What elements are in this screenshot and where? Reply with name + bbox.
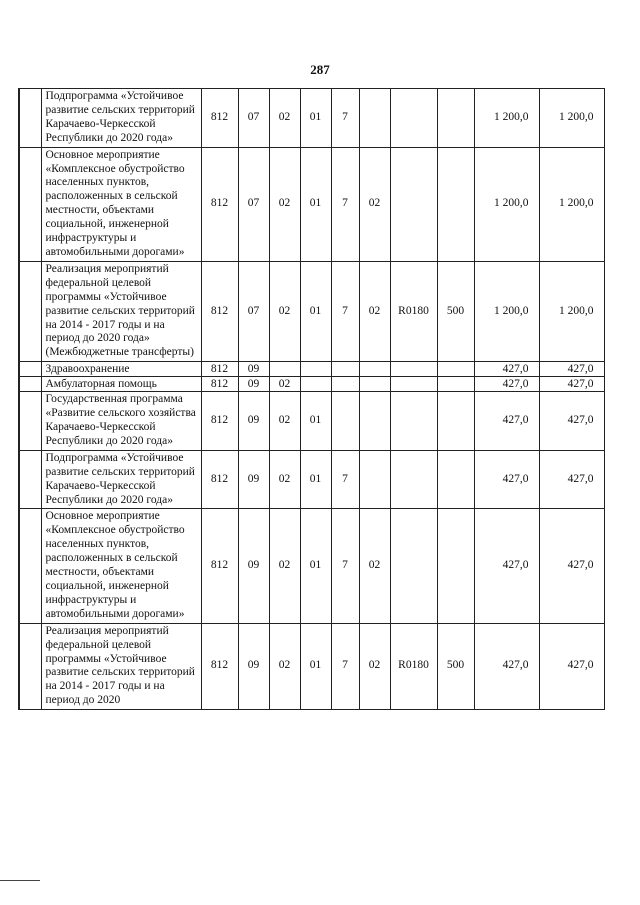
budget-table bbox=[18, 88, 605, 710]
row-index-cell bbox=[19, 392, 41, 451]
table-row bbox=[19, 623, 604, 709]
direction-code-cell bbox=[390, 89, 437, 148]
table-row bbox=[19, 509, 604, 623]
activity-code-cell: 02 bbox=[359, 509, 390, 623]
subsection-code-cell bbox=[269, 362, 300, 377]
expense-type-code-cell bbox=[437, 509, 474, 623]
ministry-code-cell: 812 bbox=[201, 623, 238, 709]
subprogram-code-cell: 7 bbox=[331, 261, 359, 361]
sum-second-year-cell: 1 200,0 bbox=[539, 261, 604, 361]
name-cell: Основное мероприятие «Комплексное обустройство населенных пунктов, расположенных в сельской местности, объектами социальной, инженерной инфраструктуры и автомобильными дорогами» bbox=[41, 147, 201, 261]
name-cell: Реализация мероприятий федеральной целевой программы «Устойчивое развитие сельских территорий на 2014 - 2017 годы и на период до 2020 года» (Межбюджетные трансферты) bbox=[41, 261, 201, 361]
table-row bbox=[19, 377, 604, 392]
sum-second-year-cell: 427,0 bbox=[539, 392, 604, 451]
ministry-code-cell: 812 bbox=[201, 450, 238, 509]
expense-type-code-cell: 500 bbox=[437, 261, 474, 361]
activity-code-cell: 02 bbox=[359, 147, 390, 261]
direction-code-cell bbox=[390, 147, 437, 261]
ministry-code-cell: 812 bbox=[201, 509, 238, 623]
row-index-cell bbox=[19, 623, 41, 709]
section-code-cell: 07 bbox=[238, 261, 269, 361]
subsection-code-cell: 02 bbox=[269, 392, 300, 451]
subsection-code-cell: 02 bbox=[269, 450, 300, 509]
expense-type-code-cell bbox=[437, 450, 474, 509]
program-code-cell: 01 bbox=[300, 261, 331, 361]
sum-first-year-cell: 427,0 bbox=[474, 509, 539, 623]
name-cell: Реализация мероприятий федеральной целевой программы «Устойчивое развитие сельских территорий на 2014 - 2017 годы и на период до 2020 bbox=[41, 623, 201, 709]
table-body bbox=[19, 89, 604, 710]
expense-type-code-cell: 500 bbox=[437, 623, 474, 709]
sum-first-year-cell: 427,0 bbox=[474, 362, 539, 377]
activity-code-cell bbox=[359, 362, 390, 377]
subprogram-code-cell: 7 bbox=[331, 623, 359, 709]
expense-type-code-cell bbox=[437, 362, 474, 377]
section-code-cell: 09 bbox=[238, 509, 269, 623]
activity-code-cell bbox=[359, 392, 390, 451]
table-row bbox=[19, 392, 604, 451]
subsection-code-cell: 02 bbox=[269, 261, 300, 361]
table-row bbox=[19, 89, 604, 148]
activity-code-cell: 02 bbox=[359, 261, 390, 361]
name-cell: Подпрограмма «Устойчивое развитие сельских территорий Карачаево-Черкесской Республики до 2020 года» bbox=[41, 89, 201, 148]
sum-first-year-cell: 1 200,0 bbox=[474, 147, 539, 261]
subprogram-code-cell: 7 bbox=[331, 450, 359, 509]
subprogram-code-cell bbox=[331, 377, 359, 392]
section-code-cell: 09 bbox=[238, 392, 269, 451]
activity-code-cell bbox=[359, 377, 390, 392]
program-code-cell: 01 bbox=[300, 89, 331, 148]
row-index-cell bbox=[19, 509, 41, 623]
sum-second-year-cell: 427,0 bbox=[539, 509, 604, 623]
sum-second-year-cell: 427,0 bbox=[539, 623, 604, 709]
sum-first-year-cell: 427,0 bbox=[474, 377, 539, 392]
sum-first-year-cell: 427,0 bbox=[474, 392, 539, 451]
program-code-cell: 01 bbox=[300, 450, 331, 509]
subsection-code-cell: 02 bbox=[269, 623, 300, 709]
ministry-code-cell: 812 bbox=[201, 377, 238, 392]
section-code-cell: 07 bbox=[238, 89, 269, 148]
program-code-cell bbox=[300, 362, 331, 377]
sum-first-year-cell: 1 200,0 bbox=[474, 261, 539, 361]
ministry-code-cell: 812 bbox=[201, 362, 238, 377]
expense-type-code-cell bbox=[437, 392, 474, 451]
row-index-cell bbox=[19, 362, 41, 377]
sum-first-year-cell: 427,0 bbox=[474, 623, 539, 709]
direction-code-cell: R0180 bbox=[390, 261, 437, 361]
subprogram-code-cell: 7 bbox=[331, 509, 359, 623]
program-code-cell bbox=[300, 377, 331, 392]
section-code-cell: 07 bbox=[238, 147, 269, 261]
direction-code-cell bbox=[390, 392, 437, 451]
activity-code-cell bbox=[359, 450, 390, 509]
direction-code-cell bbox=[390, 377, 437, 392]
sum-first-year-cell: 427,0 bbox=[474, 450, 539, 509]
expense-type-code-cell bbox=[437, 89, 474, 148]
sum-second-year-cell: 1 200,0 bbox=[539, 147, 604, 261]
table-row bbox=[19, 147, 604, 261]
direction-code-cell bbox=[390, 450, 437, 509]
sum-second-year-cell: 427,0 bbox=[539, 362, 604, 377]
sum-second-year-cell: 1 200,0 bbox=[539, 89, 604, 148]
subprogram-code-cell bbox=[331, 362, 359, 377]
section-code-cell: 09 bbox=[238, 377, 269, 392]
table-row bbox=[19, 450, 604, 509]
ministry-code-cell: 812 bbox=[201, 392, 238, 451]
name-cell: Здравоохранение bbox=[41, 362, 201, 377]
name-cell: Амбулаторная помощь bbox=[41, 377, 201, 392]
sum-first-year-cell: 1 200,0 bbox=[474, 89, 539, 148]
sum-second-year-cell: 427,0 bbox=[539, 450, 604, 509]
row-index-cell bbox=[19, 377, 41, 392]
page-number: 287 bbox=[310, 62, 330, 77]
ministry-code-cell: 812 bbox=[201, 89, 238, 148]
row-index-cell bbox=[19, 89, 41, 148]
subprogram-code-cell: 7 bbox=[331, 89, 359, 148]
subsection-code-cell: 02 bbox=[269, 89, 300, 148]
direction-code-cell: R0180 bbox=[390, 623, 437, 709]
table-row bbox=[19, 362, 604, 377]
subprogram-code-cell bbox=[331, 392, 359, 451]
row-index-cell bbox=[19, 261, 41, 361]
program-code-cell: 01 bbox=[300, 392, 331, 451]
ministry-code-cell: 812 bbox=[201, 261, 238, 361]
expense-type-code-cell bbox=[437, 377, 474, 392]
section-code-cell: 09 bbox=[238, 362, 269, 377]
program-code-cell: 01 bbox=[300, 509, 331, 623]
subsection-code-cell: 02 bbox=[269, 509, 300, 623]
program-code-cell: 01 bbox=[300, 623, 331, 709]
subprogram-code-cell: 7 bbox=[331, 147, 359, 261]
ministry-code-cell: 812 bbox=[201, 147, 238, 261]
name-cell: Государственная программа «Развитие сельского хозяйства Карачаево-Черкесской Республики до 2020 года» bbox=[41, 392, 201, 451]
name-cell: Подпрограмма «Устойчивое развитие сельских территорий Карачаево-Черкесской Республики до 2020 года» bbox=[41, 450, 201, 509]
direction-code-cell bbox=[390, 509, 437, 623]
row-index-cell bbox=[19, 450, 41, 509]
program-code-cell: 01 bbox=[300, 147, 331, 261]
row-index-cell bbox=[19, 147, 41, 261]
direction-code-cell bbox=[390, 362, 437, 377]
activity-code-cell bbox=[359, 89, 390, 148]
subsection-code-cell: 02 bbox=[269, 377, 300, 392]
section-code-cell: 09 bbox=[238, 450, 269, 509]
subsection-code-cell: 02 bbox=[269, 147, 300, 261]
table-row bbox=[19, 261, 604, 361]
sum-second-year-cell: 427,0 bbox=[539, 377, 604, 392]
section-code-cell: 09 bbox=[238, 623, 269, 709]
footer-rule bbox=[0, 880, 40, 881]
expense-type-code-cell bbox=[437, 147, 474, 261]
activity-code-cell: 02 bbox=[359, 623, 390, 709]
name-cell: Основное мероприятие «Комплексное обустройство населенных пунктов, расположенных в сельской местности, объектами социальной, инженерной инфраструктуры и автомобильными дорогами» bbox=[41, 509, 201, 623]
